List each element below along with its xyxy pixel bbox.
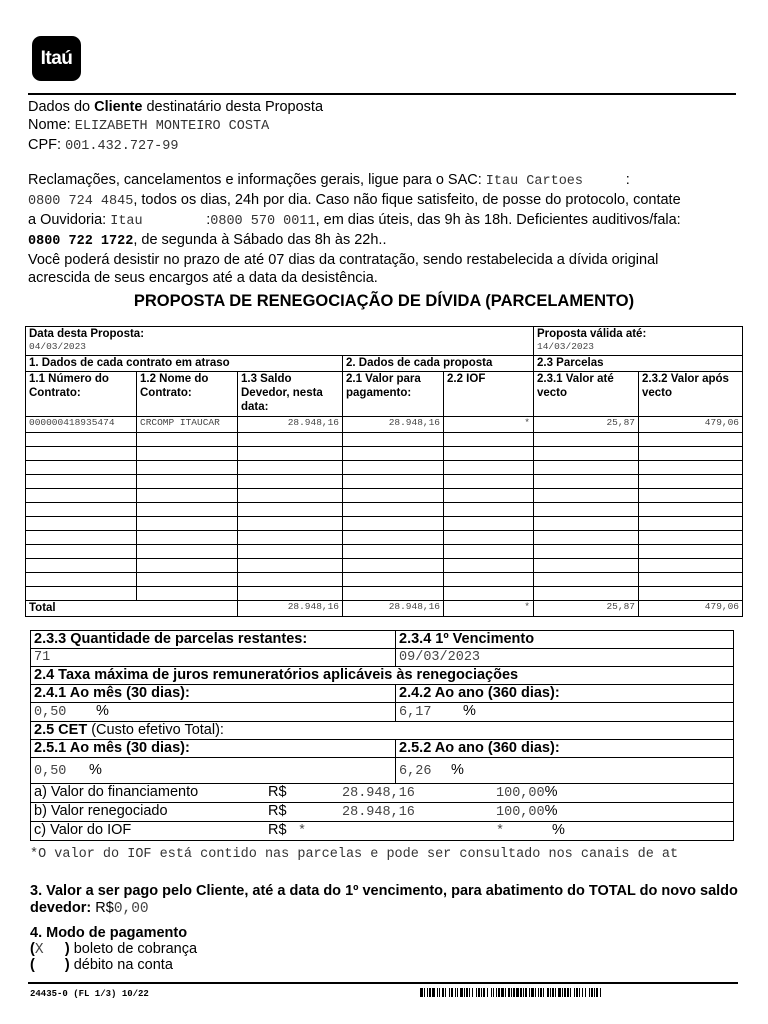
col-contract-name: 1.2 Nome do Contrato: [137, 372, 238, 417]
row-iof: * [444, 417, 534, 433]
boleto-label: boleto de cobrança [73, 940, 198, 957]
section-1-header: 1. Dados de cada contrato em atraso [26, 356, 343, 372]
col-value-before-due: 2.3.1 Valor até vecto [534, 372, 639, 417]
total-row [26, 601, 743, 617]
empty-row [26, 545, 743, 559]
sac-rest: , todos os dias, 24h por dia. Caso não fique satisfeito, de posse do protocolo, contate [133, 192, 681, 208]
cet-monthly-label: 2.5.1 Ao mês (30 dias): [31, 740, 396, 758]
empty-row [26, 531, 743, 545]
row-contract-number: 000000418935474 [26, 417, 137, 433]
cpf-label: CPF: [28, 137, 62, 153]
col-payment-value: 2.1 Valor para pagamento: [343, 372, 444, 417]
remaining-installments-value: 71 [31, 649, 396, 667]
row-value-after-due: 479,06 [639, 417, 743, 433]
empty-row [26, 433, 743, 447]
cet-annual-value: 6,26 [399, 763, 432, 779]
cet-monthly-pct: % [89, 761, 102, 778]
section-4: 4. Modo de pagamento (X ) boleto de cobrança ( ) débito na conta [30, 925, 198, 973]
valid-until-value: 14/03/2023 [537, 341, 595, 352]
desistencia-line1: Você poderá desistir no prazo de até 07 dias da contratação, sendo restabelecida a dívida original [28, 252, 659, 268]
cpf-value: 001.432.727-99 [65, 139, 179, 154]
col-value-after-due: 2.3.2 Valor após vecto [639, 372, 743, 417]
iof-pct-value: * [496, 824, 505, 839]
col-contract-number: 1.1 Número do Contrato: [26, 372, 137, 417]
valid-until-label: Proposta válida até: [537, 328, 647, 340]
bottom-divider [28, 982, 738, 984]
empty-row [26, 489, 743, 503]
row-contract-name: CRCOMP ITAUCAR [137, 417, 238, 433]
sac-name: Itau Cartoes [485, 174, 584, 189]
annual-rate-label: 2.4.2 Ao ano (360 dias): [396, 685, 734, 703]
renegotiated-value: 28.948,16 [342, 805, 415, 820]
total-value-before-due: 25,87 [534, 601, 639, 617]
iof-currency: R$ [268, 822, 287, 838]
sac-colon: : [625, 172, 630, 188]
intro-client-word: Cliente [94, 99, 143, 115]
empty-row [26, 447, 743, 461]
proposal-date-cell [26, 327, 534, 356]
section-3-currency: R$ [95, 900, 114, 916]
section-3-value: 0,00 [113, 901, 149, 917]
renegotiated-label: b) Valor renegociado [34, 803, 168, 819]
renegotiated-pct: % [544, 803, 558, 819]
financing-currency: R$ [268, 784, 287, 800]
empty-row [26, 559, 743, 573]
spacer [28, 156, 768, 171]
renegotiated-pct-value: 100,00 [496, 805, 545, 820]
total-balance: 28.948,16 [238, 601, 343, 617]
empty-row [26, 475, 743, 489]
ouvidoria-phone: 0800 570 0011 [210, 214, 316, 229]
valid-until-cell [534, 327, 743, 356]
top-divider [28, 93, 736, 95]
total-label: Total [26, 601, 238, 617]
section-2-header: 2. Dados de cada proposta [343, 356, 534, 372]
proposal-date-label: Data desta Proposta: [29, 328, 145, 340]
empty-row [26, 587, 743, 601]
row-balance: 28.948,16 [238, 417, 343, 433]
nome-value: ELIZABETH MONTEIRO COSTA [74, 119, 270, 134]
col-balance: 1.3 Saldo Devedor, nesta data: [238, 372, 343, 417]
row-payment-value: 28.948,16 [343, 417, 444, 433]
ouvidoria-colon: : [206, 212, 211, 228]
ouvidoria-rest: , em dias úteis, das 9h às 18h. Deficientes auditivos/fala: [315, 212, 681, 228]
section-3-text: 3. Valor a ser pago pelo Cliente, até a data do 1º vencimento, para abatimento do TOTAL do novo saldo devedor: [30, 883, 738, 916]
empty-row [26, 461, 743, 475]
annual-rate-pct: % [463, 703, 476, 719]
iof-label: c) Valor do IOF [34, 822, 132, 838]
total-iof: * [444, 601, 534, 617]
col-iof: 2.2 IOF [444, 372, 534, 417]
installments-table [30, 630, 734, 841]
annual-rate-value: 6,17 [399, 705, 432, 720]
cet-subtitle: (Custo efetivo Total): [87, 722, 224, 738]
iof-pct: % [552, 822, 565, 838]
empty-row [26, 517, 743, 531]
financing-pct: % [544, 784, 558, 800]
table-row [26, 417, 743, 433]
intro-text-end: destinatário desta Proposta [142, 99, 324, 115]
iof-value: * [298, 824, 307, 839]
financing-value: 28.948,16 [342, 786, 415, 801]
logo-text: Itaú [40, 47, 73, 69]
document-title: PROPOSTA DE RENEGOCIAÇÃO DE DÍVIDA (PARCELAMENTO) [133, 292, 635, 310]
total-payment-value: 28.948,16 [343, 601, 444, 617]
proposal-date-value: 04/03/2023 [29, 341, 87, 352]
financing-label: a) Valor do financiamento [34, 784, 199, 800]
itau-logo [32, 36, 81, 81]
cet-title: 2.5 CET [34, 722, 88, 738]
boleto-checkbox: X [34, 941, 44, 958]
form-code: 24435-0 (FL 1/3) 10/22 [30, 989, 149, 999]
remaining-installments-label: 2.3.3 Quantidade de parcelas restantes: [31, 631, 396, 649]
cet-annual-label: 2.5.2 Ao ano (360 dias): [396, 740, 734, 758]
first-due-value: 09/03/2023 [396, 649, 734, 667]
intro-text: Dados do [28, 99, 95, 115]
deficientes-phone: 0800 722 1722 [28, 234, 134, 249]
desistencia-line2: acrescida de seus encargos até a data da desistência. [28, 270, 378, 286]
iof-note: *O valor do IOF está contido nas parcelas e pode ser consultado nos canais de at [30, 847, 679, 862]
client-intro [28, 98, 768, 287]
row-value-before-due: 25,87 [534, 417, 639, 433]
ouvidoria-label: a Ouvidoria: [28, 212, 107, 228]
monthly-rate-label: 2.4.1 Ao mês (30 dias): [31, 685, 396, 703]
first-due-label: 2.3.4 1º Vencimento [396, 631, 734, 649]
cet-monthly-value: 0,50 [34, 763, 67, 779]
empty-row [26, 573, 743, 587]
section-23-header: 2.3 Parcelas [534, 356, 743, 372]
empty-row [26, 503, 743, 517]
max-rate-title: 2.4 Taxa máxima de juros remuneratórios aplicáveis às renegociações [31, 667, 734, 685]
contracts-table [25, 326, 743, 617]
monthly-rate-value: 0,50 [34, 705, 67, 720]
cet-annual-pct: % [451, 761, 464, 778]
sac-phone: 0800 724 4845 [28, 194, 134, 209]
sac-text: Reclamações, cancelamentos e informações gerais, ligue para o SAC: [28, 172, 482, 188]
deficientes-rest: , de segunda à Sábado das 8h às 22h.. [133, 232, 387, 248]
nome-label: Nome: [28, 117, 71, 133]
total-value-after-due: 479,06 [639, 601, 743, 617]
renegotiated-currency: R$ [268, 803, 287, 819]
section-3 [30, 883, 750, 918]
section-4-title: 4. Modo de pagamento [30, 925, 188, 941]
barcode [420, 988, 740, 997]
monthly-rate-pct: % [96, 703, 109, 719]
debito-label: débito na conta [73, 957, 173, 973]
financing-pct-value: 100,00 [496, 786, 545, 801]
ouvidoria-name: Itau [110, 214, 143, 229]
barcode-gap [601, 988, 604, 997]
